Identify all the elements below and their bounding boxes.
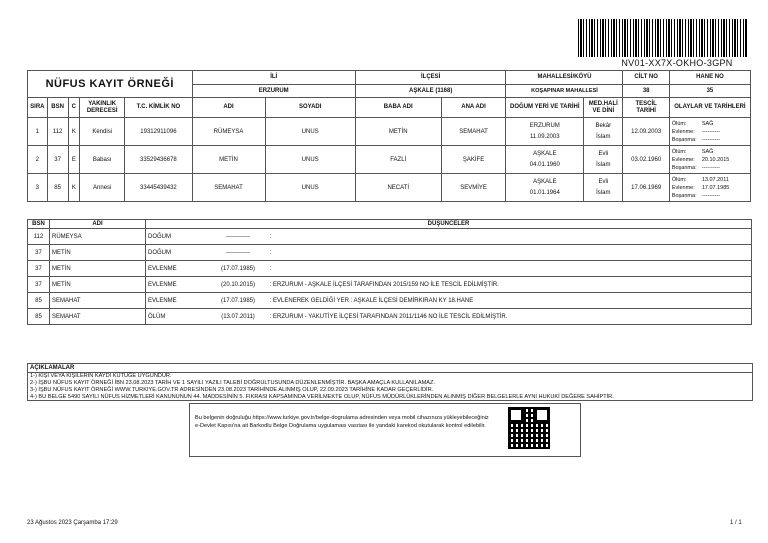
note-adi: SEMAHAT: [50, 293, 146, 309]
row-olaylar: Ölüm: SAĞ Evlenme: ---------- Boşanma: ----------: [669, 118, 750, 146]
cilt-value: 38: [623, 85, 669, 98]
row-yakinlik: Kendisi: [80, 118, 125, 146]
row-baba: NECATİ: [355, 174, 441, 202]
note-bsn: 85: [28, 293, 50, 309]
col-tc: T.C. KİMLİK NO: [125, 98, 192, 118]
row-c: K: [68, 174, 80, 202]
col-baba: BABA ADI: [355, 98, 441, 118]
row-dogum: [506, 174, 584, 202]
il-label: İLİ: [192, 71, 355, 85]
din: İslam: [596, 162, 611, 168]
row-tescil: 03.02.1960: [623, 146, 669, 174]
medeni-hal: Evli: [598, 179, 609, 185]
medeni-hal: Bekâr: [595, 123, 612, 129]
row-tc: 33445439432: [125, 174, 192, 202]
table-row: [28, 174, 751, 202]
footer-page: 1 / 1: [730, 520, 742, 526]
row-c: E: [68, 146, 80, 174]
row-dogum: [506, 118, 584, 146]
row-tescil: 17.06.1969: [623, 174, 669, 202]
list-item: [28, 309, 752, 325]
list-item: [28, 245, 752, 261]
hane-label: HANE NO: [669, 71, 750, 85]
row-soyadi: UNUS: [265, 146, 355, 174]
col-c: C: [68, 98, 80, 118]
din: İslam: [596, 134, 611, 140]
document-number: NV01-XX7X-OKHO-3GPN: [621, 58, 733, 68]
dogum-yeri: AŞKALE: [533, 179, 557, 185]
row-tc: 19312911096: [125, 118, 192, 146]
row-dogum: [506, 146, 584, 174]
row-adi: SEMAHAT: [192, 174, 265, 202]
dogum-yeri: AŞKALE: [533, 151, 557, 157]
note-bsn: 37: [28, 277, 50, 293]
row-bsn: 112: [47, 118, 68, 146]
row-ana: SEMAHAT: [441, 118, 506, 146]
row-bsn: 85: [47, 174, 68, 202]
mahalle-value: KOŞAPINAR MAHALLESİ: [506, 85, 623, 98]
explanation-line: 3-) İŞBU NÜFUS KAYIT ÖRNEĞİ WWW.TURKIYE.GOV.TR ADRESİNDEN 23.08.2023 TARİHİNDE ALINMIŞ OLUP, 22.09.2023 TARİHİNE KADAR GEÇERLİDİR.: [30, 387, 434, 393]
row-olaylar: Ölüm: 13.07.2011 Evlenme: 17.07.1985 Boşanma: ----------: [669, 174, 750, 202]
list-item: [28, 261, 752, 277]
row-medhal: [584, 146, 623, 174]
il-value: ERZURUM: [192, 85, 355, 98]
mahalle-label: MAHALLESİ/KÖYÜ: [506, 71, 623, 85]
dogum-tarihi: 04.01.1960: [529, 162, 560, 168]
row-baba: METİN: [355, 118, 441, 146]
col-medhal: MED.HALİ VE DİNİ: [584, 98, 623, 118]
dogum-yeri: ERZURUM: [529, 123, 560, 129]
footer-date: 23 Ağustos 2023 Çarşamba 17:29: [27, 520, 118, 526]
note-adi: SEMAHAT: [50, 309, 146, 325]
hane-value: 35: [669, 85, 750, 98]
note-adi: RÜMEYSA: [50, 229, 146, 245]
list-item: [28, 277, 752, 293]
row-baba: FAZLİ: [355, 146, 441, 174]
note-adi: METİN: [50, 245, 146, 261]
explanation-line: 2-) İŞBU NÜFUS KAYIT ÖRNEĞİ İBN 23.08.2023 TARİH VE 1 SAYILI YAZILI TALEBİ DOĞRULTUSUNDA DÜZENLENMİŞTİR. BAŞKA AMAÇLA KULLANILAMAZ.: [30, 380, 435, 386]
col-sira: SIRA: [28, 98, 48, 118]
explanations-title: AÇIKLAMALAR: [28, 364, 752, 373]
notes-col-bsn: BSN: [28, 220, 50, 229]
note-bsn: 37: [28, 245, 50, 261]
row-yakinlik: Annesi: [80, 174, 125, 202]
dogum-tarihi: 11.09.2003: [529, 134, 560, 140]
row-yakinlik: Babası: [80, 146, 125, 174]
note-text: EVLENME (20.10.2015) : ERZURUM - AŞKALE İLÇESİ TARAFINDAN 2015/159 NO İLE TESCİL EDİLMİŞTİR.: [146, 277, 752, 293]
col-dogum: DOĞUM YERİ VE TARİHİ: [506, 98, 584, 118]
cilt-label: CİLT NO: [623, 71, 669, 85]
col-olaylar: OLAYLAR VE TARİHLERİ: [669, 98, 750, 118]
col-soyadi: SOYADI: [265, 98, 355, 118]
explanation-line: 1-) KİŞİ VEYA KİŞİLERİN KAYDI KÜTÜĞE UYGUNDUR.: [30, 373, 172, 379]
ilce-label: İLÇESİ: [355, 71, 506, 85]
row-medhal: [584, 174, 623, 202]
verification-box: [189, 403, 581, 457]
page-title: NÜFUS KAYIT ÖRNEĞİ: [28, 71, 193, 98]
row-soyadi: UNUS: [265, 174, 355, 202]
row-sira: 1: [28, 118, 48, 146]
row-ana: ŞAKİFE: [441, 146, 506, 174]
note-text: EVLENME (17.07.1985) :: [146, 261, 752, 277]
note-text: EVLENME (17.07.1985) : EVLENEREK GELDİĞİ YER : AŞKALE İLÇESİ DEMİRKIRAN KY 18.HANE: [146, 293, 752, 309]
row-sira: 2: [28, 146, 48, 174]
col-bsn: BSN: [47, 98, 68, 118]
notes-table: [27, 219, 752, 325]
verification-text: Bu belgenin doğruluğu https://www.turkiye.gov.tr/belge-dogrulama adresinden veya mobil cihazınıza yükleyebileceğiniz e-Devlet Kapısı'na ait Barkodlu Belge Doğrulama uygulaması vasıtası ile yandaki karekod okutularak kontrol edilebilir.: [195, 415, 489, 429]
note-text: DOĞUM ------------ :: [146, 245, 752, 261]
row-tescil: 12.09.2003: [623, 118, 669, 146]
note-bsn: 37: [28, 261, 50, 277]
col-adi: ADI: [192, 98, 265, 118]
table-row: [28, 118, 751, 146]
row-tc: 33529436678: [125, 146, 192, 174]
qr-code-icon[interactable]: [508, 407, 550, 449]
row-olaylar: Ölüm: SAĞ Evlenme: 20.10.2015 Boşanma: ----------: [669, 146, 750, 174]
din: İslam: [596, 190, 611, 196]
explanation-line: 4-) BU BELGE 5490 SAYILI NÜFUS HİZMETLERİ KANUNUNUN 44. MADDESİNİN 5. FIKRASI KAPSAMINDA VERİLMEKTE OLUP, NÜFUS MÜDÜRLÜKLERİNDEN ALINMIŞ DİĞER BELGELERLE AYNI HUKUKİ DEĞERE SAHİPTİR.: [30, 394, 614, 400]
row-adi: METİN: [192, 146, 265, 174]
table-row: [28, 146, 751, 174]
col-ana: ANA ADI: [441, 98, 506, 118]
note-adi: METİN: [50, 261, 146, 277]
explanations-box: [27, 363, 753, 401]
row-soyadi: UNUS: [265, 118, 355, 146]
note-bsn: 85: [28, 309, 50, 325]
row-adi: RÜMEYSA: [192, 118, 265, 146]
main-table: [27, 70, 751, 202]
medeni-hal: Evli: [598, 151, 609, 157]
col-tescil: TESCİL TARİHİ: [623, 98, 669, 118]
note-text: ÖLÜM (13.07.2011) : ERZURUM - YAKUTİYE İLÇESİ TARAFINDAN 2011/1146 NO İLE TESCİL EDİLMİŞTİR.: [146, 309, 752, 325]
ilce-value: AŞKALE (1168): [355, 85, 506, 98]
row-c: K: [68, 118, 80, 146]
note-text: DOĞUM ------------ :: [146, 229, 752, 245]
note-adi: METİN: [50, 277, 146, 293]
row-ana: SEVMİYE: [441, 174, 506, 202]
barcode: [578, 19, 748, 57]
list-item: [28, 293, 752, 309]
row-medhal: [584, 118, 623, 146]
notes-col-dusunceler: DÜŞÜNCELER: [146, 220, 752, 229]
row-sira: 3: [28, 174, 48, 202]
col-yakinlik: YAKINLIK DERECESİ: [80, 98, 125, 118]
dogum-tarihi: 01.01.1964: [529, 190, 560, 196]
note-bsn: 112: [28, 229, 50, 245]
row-bsn: 37: [47, 146, 68, 174]
list-item: [28, 229, 752, 245]
notes-col-adi: ADI: [50, 220, 146, 229]
